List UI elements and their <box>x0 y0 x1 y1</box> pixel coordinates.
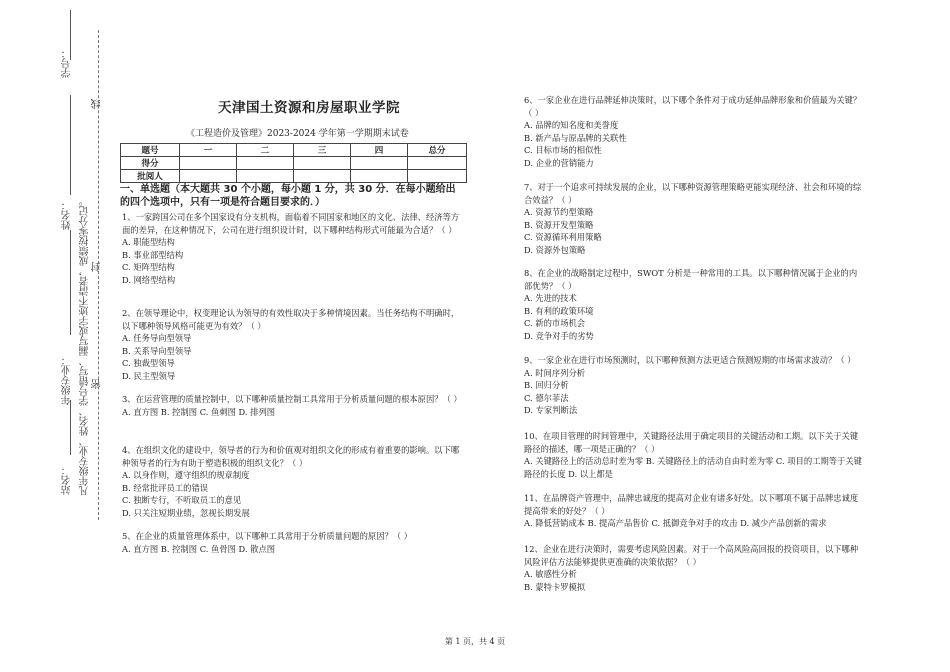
score-row <box>121 157 467 170</box>
seal-mi: 密 <box>92 379 103 389</box>
question-stem: 8、在企业的战略制定过程中，SWOT 分析是一种常用的工具。以下哪种情况属于企业的内部优势？（ ） <box>524 268 858 291</box>
option[interactable]: A. 时间序列分析 <box>524 367 586 378</box>
option[interactable]: A. 直方图 B. 控制图 C. 鱼刺图 D. 排列图 <box>122 406 276 417</box>
option[interactable]: C. 目标市场的相似性 <box>524 145 602 155</box>
score-cell[interactable] <box>237 157 294 170</box>
question-1 <box>122 211 462 286</box>
option[interactable]: A. 资源节约型策略 <box>524 207 594 217</box>
option[interactable]: D. 资源外包策略 <box>524 244 586 255</box>
option[interactable]: C. 独裁型领导 <box>122 358 175 368</box>
question-5 <box>122 530 462 555</box>
notice-text: 凡年级专业、姓名、学号错写、漏写或字迹不清者，成绩按零分记。 <box>80 196 91 496</box>
option[interactable]: D. 企业的营销能力 <box>524 157 594 168</box>
student-id-line <box>70 10 71 60</box>
score-header-row <box>121 144 467 157</box>
section-title: 一、单选题（本大题共 30 个小题，每小题 1 分，共 30 分．在每小题给出的四个选项中，只有一项是符合题目要求的．） <box>120 184 456 208</box>
question-stem: 11、在品牌资产管理中，品牌忠诚度的提高对企业有诸多好处。以下哪项不属于品牌忠诚度提高带来的好处？（ ） <box>524 493 859 516</box>
option[interactable]: D. 只关注短期业绩，忽视长期发展 <box>122 507 250 518</box>
school-title: 天津国土资源和房屋职业学院 <box>218 100 400 116</box>
score-cell[interactable] <box>294 157 351 170</box>
exam-subtitle: 《工程造价及管理》2023-2024 学年第一学期期末试卷 <box>186 129 409 139</box>
name-line <box>70 95 71 195</box>
question-stem: 12、企业在进行决策时，需要考虑风险因素。对于一个高风险高回报的投资项目，以下哪种风险评估方法能够提供更准确的决策依据？（ ） <box>524 544 859 567</box>
grader-cell[interactable] <box>408 170 467 183</box>
option[interactable]: C. 独断专行，不听取员工的意见 <box>122 495 242 505</box>
grader-cell[interactable] <box>237 170 294 183</box>
question-stem: 3、在运营管理的质量控制中，以下哪种质量控制工具常用于分析质量问题的根本原因？（ ） <box>122 394 462 404</box>
score-cell[interactable] <box>180 157 237 170</box>
question-stem: 4、在组织文化的建设中，领导者的行为和价值观对组织文化的形成有着重要的影响。以下哪种领导者的行为有助于塑造积极的组织文化？（ ） <box>122 445 460 468</box>
binding-margin <box>0 0 110 672</box>
option[interactable]: B. 蒙特卡罗模拟 <box>524 581 586 592</box>
option[interactable]: A. 品牌的知名度和美誉度 <box>524 120 619 130</box>
option[interactable]: A. 关键路径上的活动总时差为零 B. 关键路径上的活动自由时差为零 C. 项目的工期等于关键路径的长度 D. 以上都是 <box>524 456 862 479</box>
option[interactable]: D. 民主型领导 <box>122 370 176 381</box>
question-2 <box>122 307 462 382</box>
score-cell[interactable] <box>408 157 467 170</box>
score-header-cell: 一 <box>180 144 237 157</box>
question-12 <box>524 543 864 593</box>
grader-cell[interactable] <box>351 170 408 183</box>
question-6 <box>524 94 864 169</box>
grade-major-label: 年级专业： <box>62 355 73 405</box>
question-9 <box>524 354 864 417</box>
grader-row-label: 批阅人 <box>121 170 180 183</box>
option[interactable]: A. 以身作则，遵守组织的规章制度 <box>122 470 250 480</box>
score-table <box>120 143 467 183</box>
grader-row <box>121 170 467 183</box>
option[interactable]: B. 新产品与原品牌的关联性 <box>524 132 627 143</box>
option[interactable]: C. 新的市场机会 <box>524 318 586 328</box>
score-header-cell: 题号 <box>121 144 180 157</box>
question-stem: 6、一家企业在进行品牌延伸决策时，以下哪个条件对于成功延伸品牌形象和价值最为关键？（ ） <box>524 95 862 118</box>
question-stem: 2、在领导理论中，权变理论认为领导的有效性取决于多种情境因素。当任务结构不明确时，以下哪种领导风格可能更为有效？（ ） <box>122 308 460 331</box>
question-3 <box>122 393 462 418</box>
cut-line <box>98 30 99 520</box>
question-stem: 9、一家企业在进行市场预测时，以下哪种预测方法更适合预测短期的市场需求波动？（ ） <box>524 355 856 365</box>
score-row-label: 得分 <box>121 157 180 170</box>
option[interactable]: B. 有利的政策环境 <box>524 305 594 316</box>
option[interactable]: B. 回归分析 <box>524 380 569 390</box>
seal-xian: 线 <box>92 99 103 109</box>
question-8 <box>524 267 864 342</box>
page-footer: 第 1 页，共 4 页 <box>444 637 506 646</box>
question-stem: 1、一家跨国公司在多个国家设有分支机构，面临着不同国家和地区的文化、法律、经济等方面的差异，在这种情况下，公司在进行组织设计时，以下哪种结构形式可能最为合适？（ ） <box>122 212 460 235</box>
score-header-cell: 三 <box>294 144 351 157</box>
question-7 <box>524 181 864 256</box>
option[interactable]: B. 关系导向型领导 <box>122 345 192 356</box>
question-stem: 10、在项目管理的时间管理中，关键路径法用于确定项目的关键活动和工期。以下关于关键路径的描述，哪一项是正确的？（ ） <box>524 431 859 454</box>
grader-cell[interactable] <box>180 170 237 183</box>
option[interactable]: A. 职能型结构 <box>122 237 175 247</box>
option[interactable]: D. 竞争对手的劣势 <box>524 330 594 341</box>
station-line <box>70 400 71 455</box>
option[interactable]: A. 降低营销成本 B. 提高产品售价 C. 抵御竞争对手的攻击 D. 减少产品创新的需求 <box>524 518 827 528</box>
question-stem: 5、在企业的质量管理体系中，以下哪种工具常用于分析质量问题的原因？（ ） <box>122 531 413 541</box>
score-header-cell: 二 <box>237 144 294 157</box>
question-stem: 7、对于一个追求可持续发展的企业，以下哪种资源管理策略更能实现经济、社会和环境的综合效益？（ ） <box>524 182 862 205</box>
score-header-cell: 总分 <box>408 144 467 157</box>
option[interactable]: C. 资源循环利用策略 <box>524 232 602 242</box>
option[interactable]: A. 直方图 B. 控制图 C. 鱼骨图 D. 散点图 <box>122 543 276 554</box>
station-label: 站名： <box>62 465 73 495</box>
question-11 <box>524 492 864 530</box>
option[interactable]: B. 资源开发型策略 <box>524 219 594 230</box>
score-header-cell: 四 <box>351 144 408 157</box>
option[interactable]: A. 敏感性分析 <box>524 569 577 579</box>
score-cell[interactable] <box>351 157 408 170</box>
grade-major-line <box>70 230 71 335</box>
name-label: 姓名： <box>62 200 73 230</box>
seal-feng: 封 <box>92 262 103 272</box>
grader-cell[interactable] <box>294 170 351 183</box>
option[interactable]: C. 德尔菲法 <box>524 392 569 403</box>
question-10 <box>524 430 864 480</box>
option[interactable]: B. 经常批评员工的错误 <box>122 482 209 493</box>
option[interactable]: B. 事业部型结构 <box>122 249 184 260</box>
option[interactable]: D. 专家判断法 <box>524 405 578 415</box>
option[interactable]: C. 矩阵型结构 <box>122 262 175 272</box>
student-id-label: 学号： <box>62 48 73 78</box>
option[interactable]: A. 先进的技术 <box>524 293 577 303</box>
option[interactable]: D. 网络型结构 <box>122 274 176 285</box>
question-4 <box>122 444 462 519</box>
option[interactable]: A. 任务导向型领导 <box>122 333 192 343</box>
